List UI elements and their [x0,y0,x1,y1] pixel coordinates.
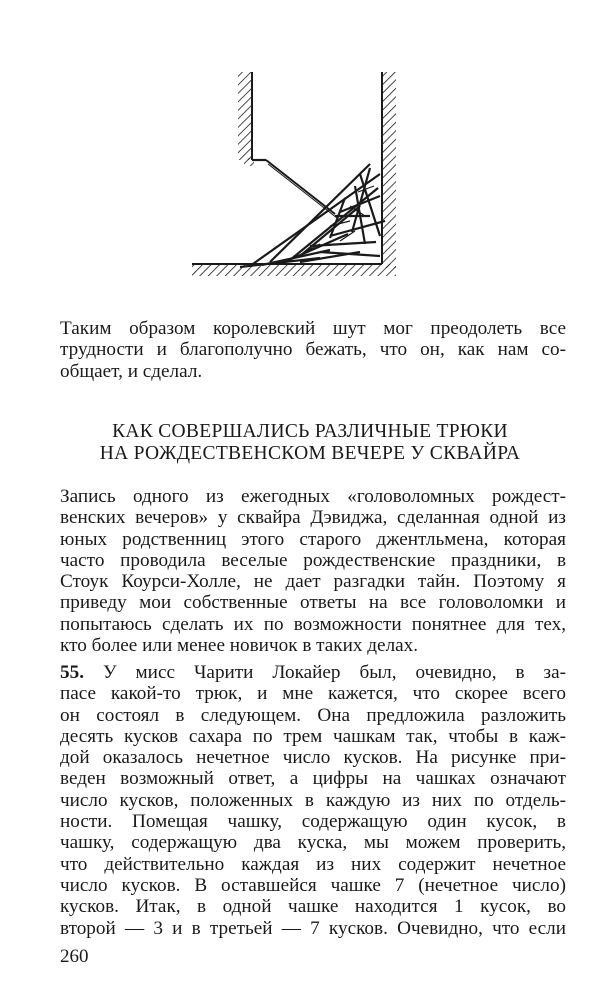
paragraph-line: приведу мои собственные ответы на все головоломки и [60,592,566,614]
intro-paragraph [60,318,566,382]
right-wall [382,72,396,268]
puzzle-number: 55. [60,662,84,683]
paragraph-line: ности. Помещая чашку, содержащую один кусок, в [60,811,566,833]
intro-line: Таким образом королевский шут мог преодолеть все [60,318,566,339]
paragraph-line: что действительно каждая из них содержит нечетное [60,853,566,875]
paragraph-line: число кусков. В оставшейся чашке 7 (нечетное число) [60,874,566,896]
paragraph-line: часто проводила веселые рождественские праздники, в [60,549,566,571]
floor [192,264,396,276]
paragraph-line: кто более или менее новичок в таких делах. [60,635,419,657]
paragraph-line: веден возможный ответ, а цифры на чашках означают [60,768,566,790]
illustration-svg [180,66,400,296]
paragraph-puzzle-55 [60,662,566,939]
page-number: 260 [60,946,89,967]
paragraph-line: юных родственниц этого старого джентльмена, которая [60,528,566,550]
paragraph-first-line [60,662,566,683]
heading-line: НА РОЖДЕСТВЕНСКОМ ВЕЧЕРЕ У СКВАЙРА [99,442,521,464]
paragraph-line: дой оказалось нечетное число кусков. На рисунке при- [60,747,566,769]
left-wall [238,72,252,160]
rope-line [266,160,335,214]
paragraph-line: десять кусков сахара по трем чашкам так, чтобы в каж- [60,725,566,747]
paragraph-line: он состоял в следующем. Она предложила разложить [60,704,566,726]
first-line-text: У мисс Чарити Локайер был, очевидно, в за- [83,662,566,683]
intro-line: общает, и сделал. [60,360,203,382]
paragraph-line: число кусков, положенных в каждую из них по отдель- [60,789,566,811]
section-heading [40,421,580,464]
paragraph-line: пасе какой-то трюк, и мне кажется, что скорее всего [60,683,566,705]
paragraph-line: венских вечеров» у сквайра Дэвиджа, сделанная одной из [60,507,566,529]
paragraph-line: попытаюсь сделать их по возможности понятнее для тех, [60,613,566,635]
paragraph-records [60,486,566,656]
paragraph-line: чашку, содержащую два куска, мы можем проверить, [60,832,566,854]
paragraph-line: Стоук Коурси-Холле, не дает разгадки тайн. Поэтому я [60,571,566,593]
heading-line: КАК СОВЕРШАЛИСЬ РАЗЛИЧНЫЕ ТРЮКИ [112,421,508,442]
intro-line: трудности и благополучно бежать, что он, как нам со- [60,339,566,361]
paragraph-line: кусков. Итак, в одной чашке находится 1 кусок, во [60,896,566,918]
jester-ladder-illustration [180,66,400,296]
paragraph-line: Запись одного из ежегодных «головоломных рождест- [60,486,566,507]
paragraph-line: второй — 3 и в третьей — 7 кусков. Очевидно, что если [60,917,566,939]
